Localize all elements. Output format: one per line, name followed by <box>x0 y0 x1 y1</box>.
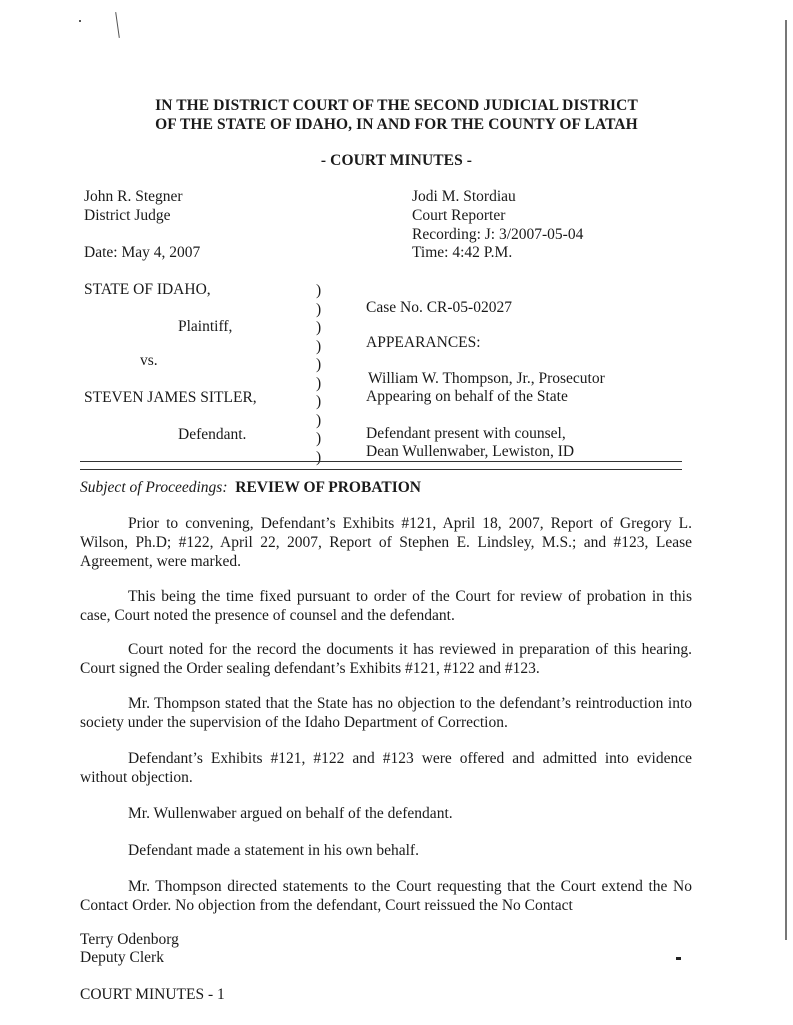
minutes-paragraph: This being the time fixed pursuant to order of the Court for review of probation in this case, Court noted the presence of counsel and the defendant. <box>80 588 692 624</box>
minutes-paragraph: Mr. Thompson stated that the State has no objection to the defendant’s reintroduction into society under the supervision of the Idaho Department of Correction. <box>80 695 692 731</box>
court-name-line-2: OF THE STATE OF IDAHO, IN AND FOR THE COUNTY OF LATAH <box>155 116 638 133</box>
reporter-name: Jodi M. Stordiau <box>412 188 516 205</box>
plaintiff-role: Plaintiff, <box>178 318 233 335</box>
scan-mark <box>676 957 681 960</box>
reporter-title: Court Reporter <box>412 207 506 224</box>
minutes-paragraph: Mr. Wullenwaber argued on behalf of the defendant. <box>128 805 453 822</box>
minutes-paragraph: Prior to convening, Defendant’s Exhibits #121, April 18, 2007, Report of Gregory L. Wilson, Ph.D; #122, April 22, 2007, Report of Stephen E. Lindsley, M.S.; and #123, Lease Agreement, were marked. <box>80 515 692 570</box>
recording-ref: Recording: J: 3/2007-05-04 <box>412 226 584 243</box>
subject-label: Subject of Proceedings: <box>80 479 228 496</box>
defendant-name: STEVEN JAMES SITLER, <box>84 389 257 406</box>
clerk-name: Terry Odenborg <box>80 931 179 948</box>
defense-line-2: Dean Wullenwaber, Lewiston, ID <box>366 443 575 460</box>
scan-mark <box>115 12 120 38</box>
document-title: - COURT MINUTES - <box>320 152 473 169</box>
minutes-paragraph: Court noted for the record the documents it has reviewed in preparation of this hearing. Court signed the Order sealing defendant’s Exhibits #121, #122 and #123. <box>80 641 692 677</box>
case-number: Case No. CR-05-02027 <box>366 299 512 316</box>
defense-line-1: Defendant present with counsel, <box>366 425 566 442</box>
hearing-time: Time: 4:42 P.M. <box>412 244 513 261</box>
scan-mark <box>79 20 81 22</box>
minutes-paragraph: Mr. Thompson directed statements to the Court requesting that the Court extend the No Contact Order. No objection from the defendant, Court reissued the No Contact <box>80 878 692 914</box>
caption-divider: ) ) ) ) ) ) ) ) ) ) <box>316 282 322 466</box>
minutes-paragraph: Defendant made a statement in his own behalf. <box>128 842 419 859</box>
minutes-paragraph: Defendant’s Exhibits #121, #122 and #123 were offered and admitted into evidence without objection. <box>80 750 692 786</box>
judge-name: John R. Stegner <box>84 188 183 205</box>
subject-value: REVIEW OF PROBATION <box>235 479 421 496</box>
prosecutor-name: William W. Thompson, Jr., Prosecutor <box>368 370 605 387</box>
appearances-heading: APPEARANCES: <box>366 334 481 351</box>
clerk-title: Deputy Clerk <box>80 949 164 966</box>
plaintiff-name: STATE OF IDAHO, <box>84 281 211 298</box>
defendant-role: Defendant. <box>178 426 247 443</box>
section-divider <box>80 461 682 470</box>
court-name-line-1: IN THE DISTRICT COURT OF THE SECOND JUDICIAL DISTRICT <box>155 97 638 114</box>
hearing-date: Date: May 4, 2007 <box>84 244 201 261</box>
versus-label: vs. <box>140 352 158 369</box>
subject-of-proceedings <box>80 479 421 497</box>
page-footer: COURT MINUTES - 1 <box>80 986 225 1003</box>
prosecutor-role: Appearing on behalf of the State <box>366 388 568 405</box>
judge-title: District Judge <box>84 207 171 224</box>
